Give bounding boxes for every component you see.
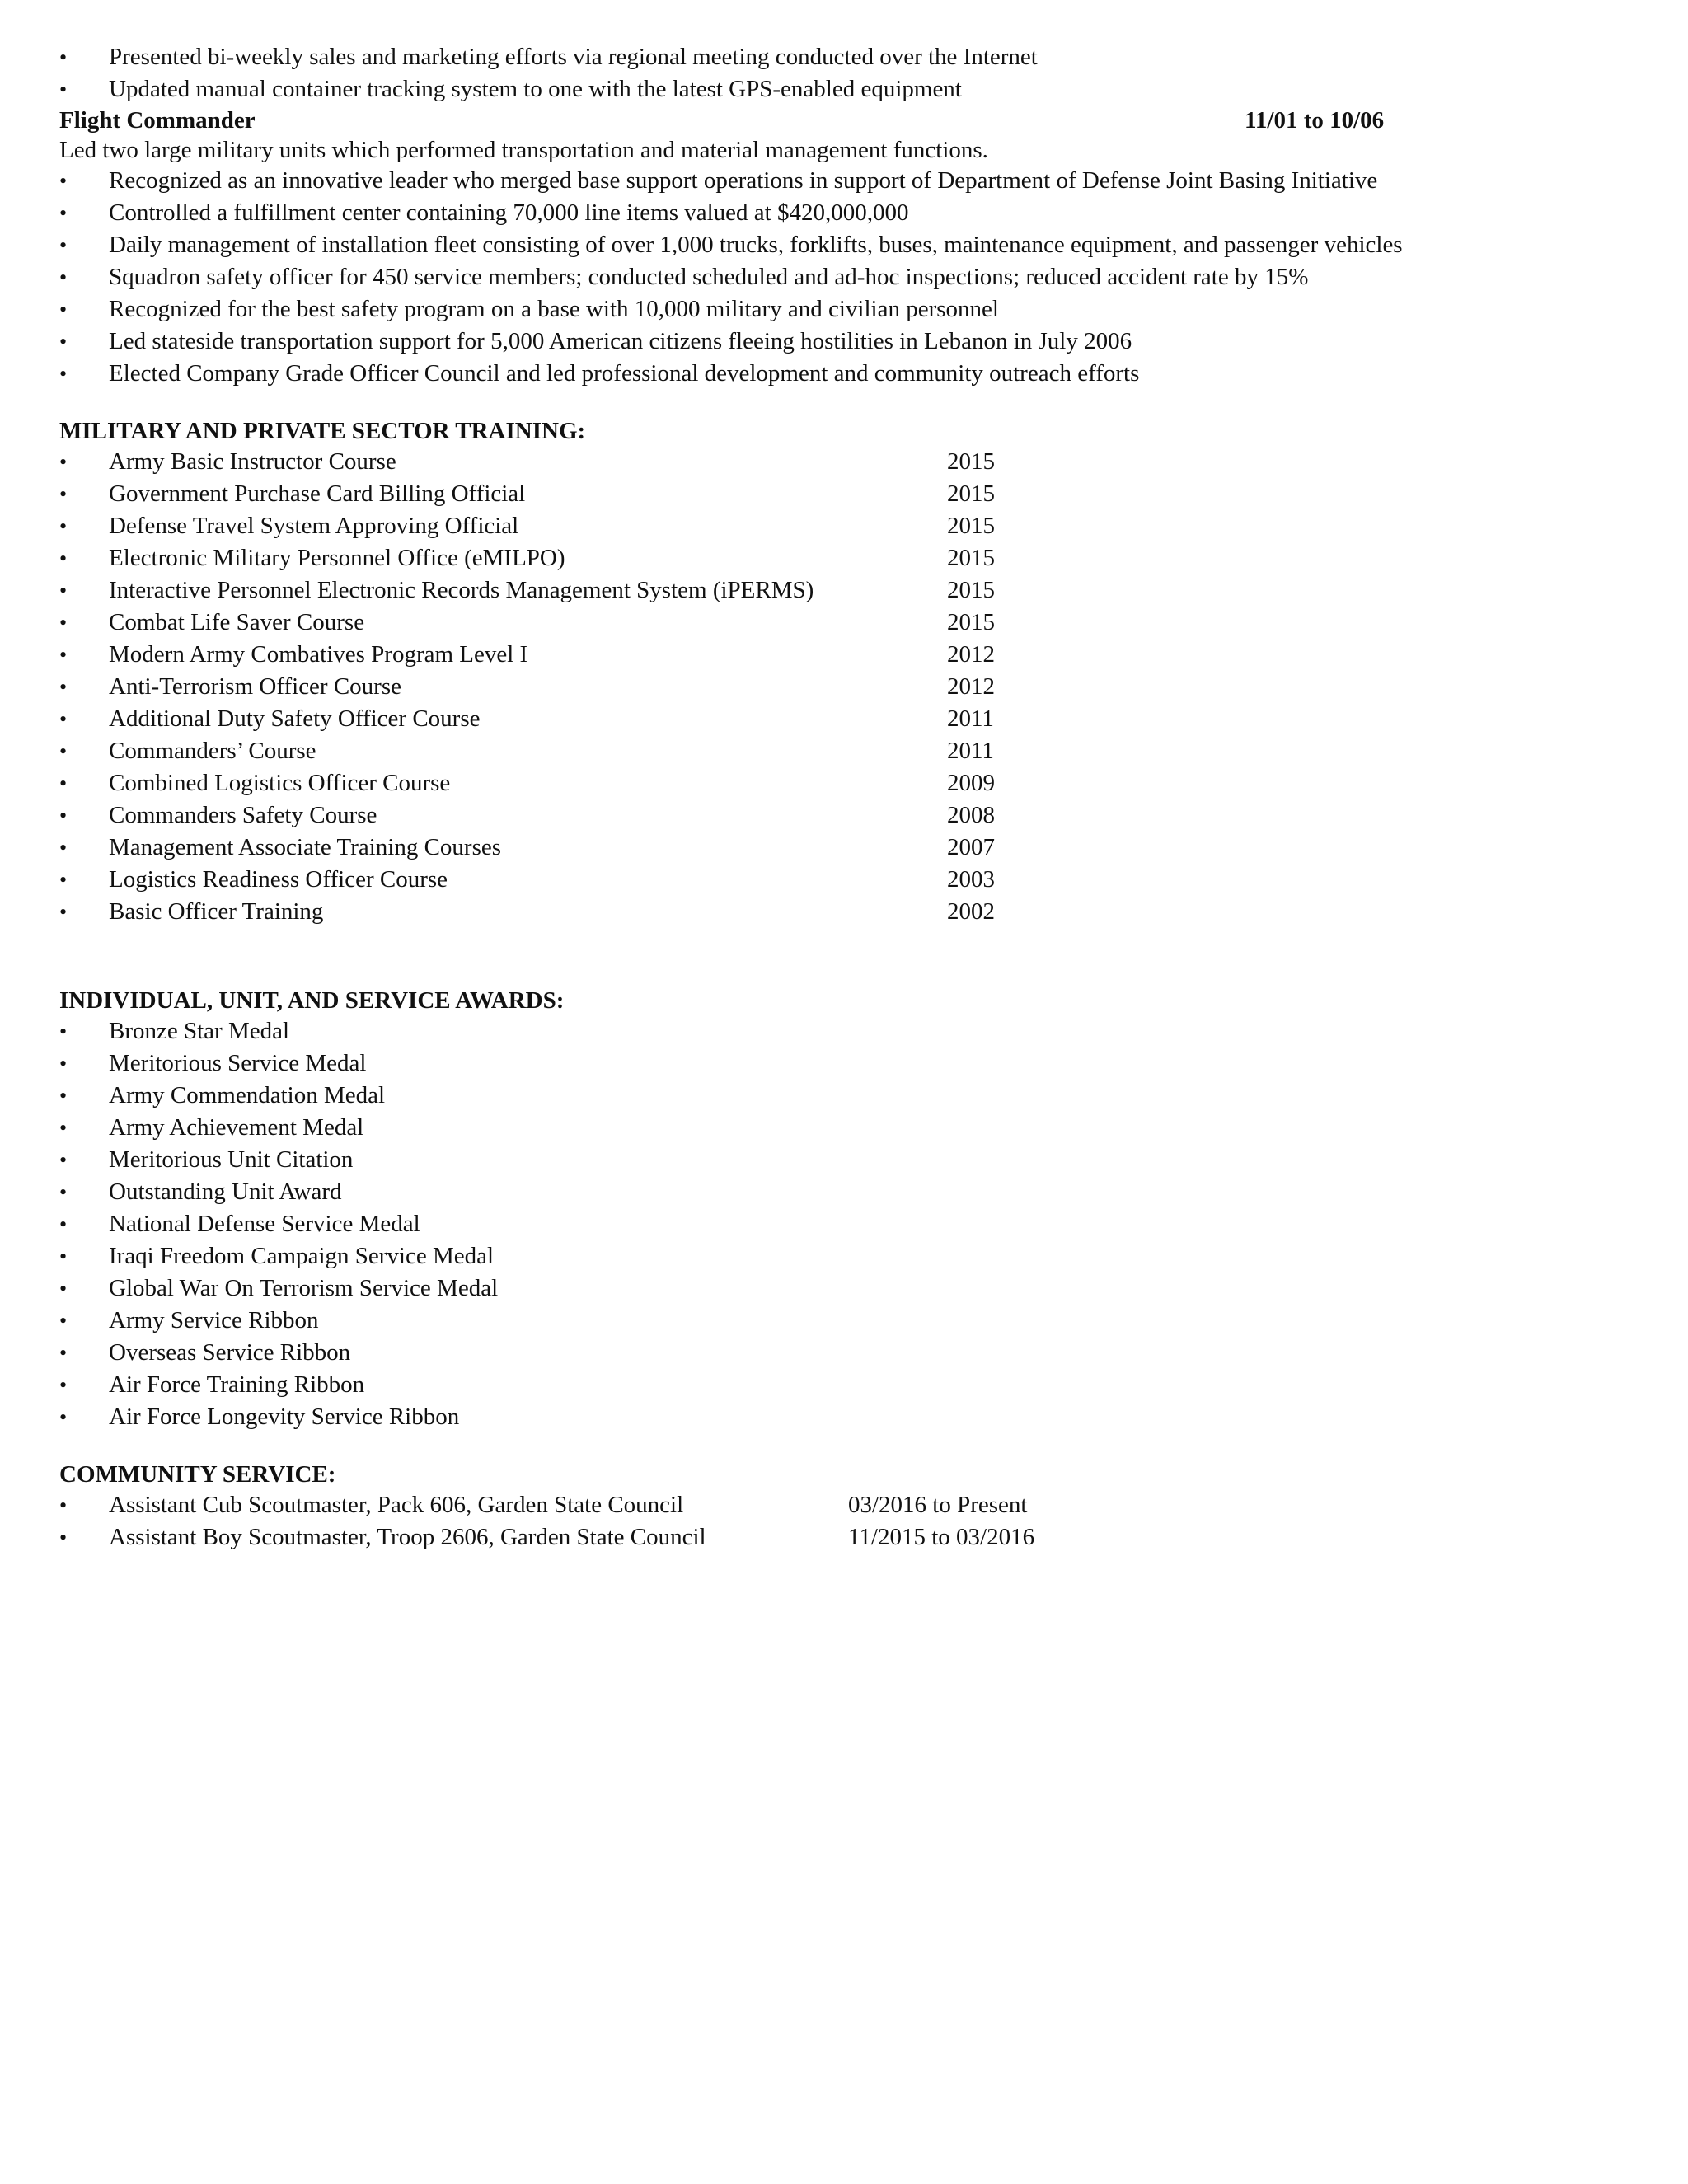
training-name: Anti-Terrorism Officer Course [109, 673, 401, 700]
spacer [59, 1433, 1625, 1460]
bullet-glyph: • [59, 201, 68, 225]
training-year: 2008 [947, 802, 995, 828]
training-year: 2009 [947, 770, 995, 796]
list-item [59, 703, 1625, 735]
list-item [59, 1240, 1625, 1272]
list-item [59, 510, 1625, 542]
training-name: Additional Duty Safety Officer Course [109, 705, 481, 732]
awards-section [59, 986, 1625, 1433]
list-item [59, 261, 1625, 293]
award-name: Bronze Star Medal [109, 1018, 290, 1044]
bullet-glyph: • [59, 482, 68, 506]
job-flight-commander [59, 105, 1625, 390]
bullet-glyph: • [59, 169, 68, 193]
training-name: Combat Life Saver Course [109, 609, 365, 635]
bullet-glyph: • [59, 707, 68, 731]
section-heading-awards: INDIVIDUAL, UNIT, AND SERVICE AWARDS: [59, 987, 565, 1014]
bullet-glyph: • [59, 1277, 68, 1301]
bullet-glyph: • [59, 450, 68, 474]
award-name: Army Commendation Medal [109, 1082, 386, 1108]
bullet-glyph: • [59, 1405, 68, 1429]
list-item [59, 1112, 1625, 1144]
bullet-glyph: • [59, 1116, 68, 1140]
training-year: 2002 [947, 898, 995, 925]
training-year: 2011 [947, 738, 994, 764]
community-role: Assistant Cub Scoutmaster, Pack 606, Garden State Council [109, 1492, 684, 1518]
list-item [59, 1337, 1625, 1369]
bullet-glyph: • [59, 45, 68, 69]
list-item [59, 1489, 1625, 1521]
bullet-glyph: • [59, 1309, 68, 1333]
training-name: Commanders Safety Course [109, 802, 377, 828]
training-year: 2012 [947, 673, 995, 700]
job-title: Flight Commander [59, 107, 256, 134]
training-name: Electronic Military Personnel Office (eMILPO) [109, 545, 565, 571]
bullet-text: Recognized as an innovative leader who merged base support operations in support of Department of Defense Joint Basing Initiative [109, 167, 1378, 194]
bullet-glyph: • [59, 1148, 68, 1172]
bullet-glyph: • [59, 514, 68, 538]
bullet-glyph: • [59, 675, 68, 699]
community-section [59, 1460, 1625, 1554]
bullet-text: Elected Company Grade Officer Council and led professional development and community outreach efforts [109, 360, 1140, 387]
award-name: Outstanding Unit Award [109, 1179, 342, 1205]
training-year: 2003 [947, 866, 995, 893]
training-name: Army Basic Instructor Course [109, 448, 396, 475]
section-heading-community: COMMUNITY SERVICE: [59, 1461, 336, 1488]
training-year: 2015 [947, 545, 995, 571]
list-item [59, 1144, 1625, 1176]
list-item [59, 1521, 1625, 1554]
bullet-glyph: • [59, 804, 68, 827]
community-dates: 11/2015 to 03/2016 [848, 1524, 1035, 1550]
bullet-glyph: • [59, 611, 68, 635]
bullet-glyph: • [59, 362, 68, 386]
spacer [59, 390, 1625, 416]
training-section [59, 416, 1625, 928]
job-dates: 11/01 to 10/06 [1245, 107, 1385, 134]
list-item [59, 896, 1625, 928]
bullet-glyph: • [59, 1373, 68, 1397]
bullet-text: Squadron safety officer for 450 service members; conducted scheduled and ad-hoc inspections; reduced accident rate by 15% [109, 264, 1309, 290]
bullet-glyph: • [59, 771, 68, 795]
list-item [59, 799, 1625, 832]
community-role: Assistant Boy Scoutmaster, Troop 2606, Garden State Council [109, 1524, 706, 1550]
award-name: Overseas Service Ribbon [109, 1339, 351, 1366]
bullet-glyph: • [59, 298, 68, 321]
bullet-text: Presented bi-weekly sales and marketing efforts via regional meeting conducted over the Internet [109, 44, 1038, 70]
bullet-glyph: • [59, 1526, 68, 1549]
training-year: 2011 [947, 705, 994, 732]
job-title-row [59, 105, 1625, 135]
list-item [59, 1305, 1625, 1337]
training-year: 2007 [947, 834, 995, 860]
list-item [59, 1015, 1625, 1047]
training-name: Interactive Personnel Electronic Records Management System (iPERMS) [109, 577, 814, 603]
list-item [59, 832, 1625, 864]
previous-role-bullets [59, 41, 1625, 105]
bullet-glyph: • [59, 1341, 68, 1365]
bullet-text: Controlled a fulfillment center containing 70,000 line items valued at $420,000,000 [109, 199, 909, 226]
list-item [59, 358, 1625, 390]
section-heading-training: MILITARY AND PRIVATE SECTOR TRAINING: [59, 418, 586, 444]
award-name: Global War On Terrorism Service Medal [109, 1275, 499, 1301]
award-name: Meritorious Unit Citation [109, 1146, 354, 1173]
award-name: Iraqi Freedom Campaign Service Medal [109, 1243, 495, 1269]
bullet-glyph: • [59, 77, 68, 101]
list-item [59, 671, 1625, 703]
award-name: Army Achievement Medal [109, 1114, 364, 1141]
bullet-glyph: • [59, 1180, 68, 1204]
bullet-glyph: • [59, 546, 68, 570]
list-item [59, 165, 1625, 197]
bullet-glyph: • [59, 739, 68, 763]
list-item [59, 735, 1625, 767]
training-name: Combined Logistics Officer Course [109, 770, 451, 796]
list-item [59, 1047, 1625, 1080]
bullet-glyph: • [59, 233, 68, 257]
list-item [59, 478, 1625, 510]
training-name: Basic Officer Training [109, 898, 324, 925]
list-item [59, 1401, 1625, 1433]
bullet-glyph: • [59, 579, 68, 602]
training-name: Modern Army Combatives Program Level I [109, 641, 528, 668]
list-item [59, 639, 1625, 671]
award-name: Army Service Ribbon [109, 1307, 319, 1333]
list-item [59, 1369, 1625, 1401]
list-item [59, 446, 1625, 478]
bullet-glyph: • [59, 1084, 68, 1108]
bullet-glyph: • [59, 643, 68, 667]
list-item [59, 1272, 1625, 1305]
bullet-glyph: • [59, 265, 68, 289]
bullet-glyph: • [59, 1493, 68, 1517]
spacer [59, 928, 1625, 986]
bullet-glyph: • [59, 868, 68, 892]
training-name: Commanders’ Course [109, 738, 316, 764]
list-item [59, 1176, 1625, 1208]
list-item [59, 293, 1625, 326]
award-name: Air Force Training Ribbon [109, 1371, 365, 1398]
list-item [59, 542, 1625, 574]
list-item [59, 767, 1625, 799]
bullet-glyph: • [59, 836, 68, 860]
award-name: Meritorious Service Medal [109, 1050, 367, 1076]
bullet-text: Daily management of installation fleet consisting of over 1,000 trucks, forklifts, buses, maintenance equipment, and passenger vehicles [109, 232, 1403, 258]
training-year: 2012 [947, 641, 995, 668]
list-item [59, 1208, 1625, 1240]
award-name: Air Force Longevity Service Ribbon [109, 1404, 460, 1430]
bullet-glyph: • [59, 330, 68, 354]
list-item [59, 73, 1625, 105]
list-item [59, 1080, 1625, 1112]
training-name: Defense Travel System Approving Official [109, 513, 519, 539]
training-year: 2015 [947, 448, 995, 475]
list-item [59, 197, 1625, 229]
training-year: 2015 [947, 577, 995, 603]
bullet-text: Updated manual container tracking system to one with the latest GPS-enabled equipment [109, 76, 962, 102]
training-year: 2015 [947, 513, 995, 539]
list-item [59, 864, 1625, 896]
bullet-glyph: • [59, 1244, 68, 1268]
training-name: Logistics Readiness Officer Course [109, 866, 448, 893]
award-name: National Defense Service Medal [109, 1211, 420, 1237]
training-year: 2015 [947, 480, 995, 507]
bullet-glyph: • [59, 1019, 68, 1043]
training-year: 2015 [947, 609, 995, 635]
bullet-glyph: • [59, 900, 68, 924]
list-item [59, 607, 1625, 639]
bullet-text: Led stateside transportation support for 5,000 American citizens fleeing hostilities in Lebanon in July 2006 [109, 328, 1132, 354]
resume-page [59, 41, 1625, 1554]
list-item [59, 229, 1625, 261]
list-item [59, 574, 1625, 607]
bullet-glyph: • [59, 1212, 68, 1236]
training-name: Government Purchase Card Billing Official [109, 480, 526, 507]
list-item [59, 41, 1625, 73]
job-description: Led two large military units which performed transportation and material management functions. [59, 137, 988, 163]
bullet-text: Recognized for the best safety program on a base with 10,000 military and civilian personnel [109, 296, 999, 322]
list-item [59, 326, 1625, 358]
community-dates: 03/2016 to Present [848, 1492, 1028, 1518]
bullet-glyph: • [59, 1052, 68, 1076]
training-name: Management Associate Training Courses [109, 834, 502, 860]
